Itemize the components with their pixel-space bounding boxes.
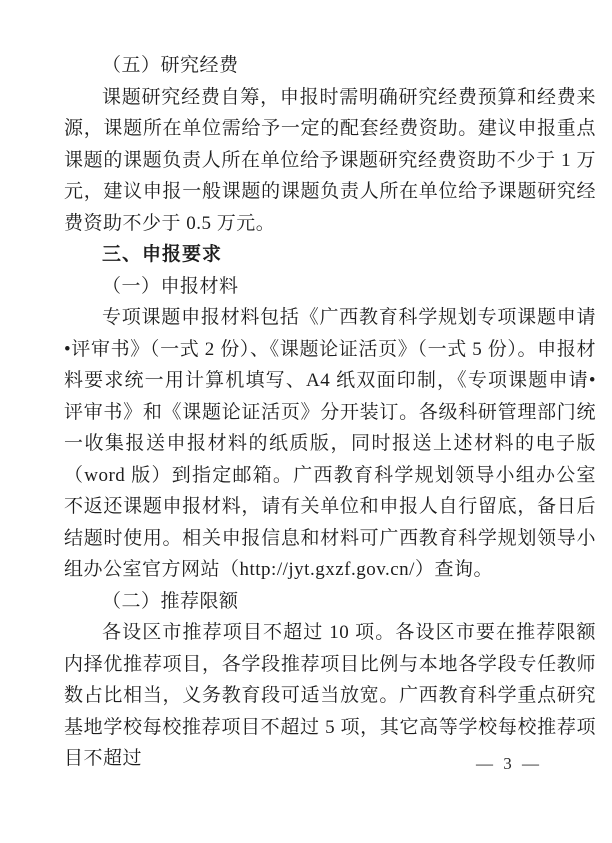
subsection-heading-application-materials: （一）申报材料 <box>102 275 239 297</box>
page-number: — 3 — <box>476 754 542 773</box>
section-heading-application-requirements: 三、申报要求 <box>102 244 223 265</box>
subsection-heading-recommendation-quota: （二）推荐限额 <box>102 590 239 612</box>
paragraph-recommendation-quota: 各设区市推荐项目不超过 10 项。各设区市要在推荐限额内择优推荐项目，各学段推荐项目比例与本地各学段专任教师数占比相当，义务教育段可适当放宽。广西教育科学重点研究基地学校每校推荐项目不超过 5 项，其它高等学校每校推荐项目不超过 <box>64 622 596 769</box>
paragraph-research-funding: 课题研究经费自筹，申报时需明确研究经费预算和经费来源，课题所在单位需给予一定的配套经费资助。建议申报重点课题的课题负责人所在单位给予课题研究经费资助不少于 1 万元，建议申报一般课题的课题负责人所在单位给予课题研究经费资助不少于 0.5 万元。 <box>64 86 596 234</box>
section-heading-research-funding: （五）研究经费 <box>102 55 239 76</box>
paragraph-application-materials: 专项课题申报材料包括《广西教育科学规划专项课题申请•评审书》（一式 2 份）、《课题论证活页》（一式 5 份）。申报材料要求统一用计算机填写、A4 纸双面印制，《专项课题申请•评审书》和《课题论证活页》分开装订。各级科研管理部门统一收集报送申报材料的纸质版，同时报送上述材料的电子版（word 版）到指定邮箱。广西教育科学规划领导小组办公室不返还课题申报材料，请有关单位和申报人自行留底，备日后结题时使用。相关申报信息和材料可广西教育科学规划领导小组办公室官方网站（http://jyt.gxzf.gov.cn/）查询。 <box>64 307 596 580</box>
document-body <box>64 50 596 775</box>
